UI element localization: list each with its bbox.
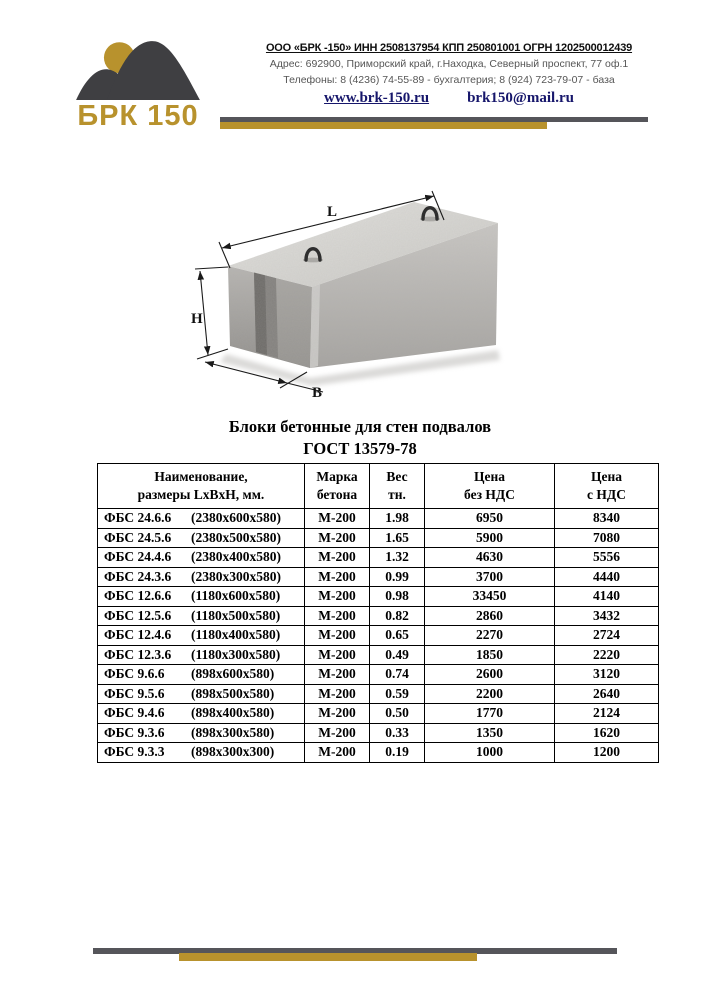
block-name: ФБС 9.6.6 — [104, 666, 165, 682]
block-name: ФБС 9.3.3 — [104, 744, 165, 760]
block-weight: 0.65 — [370, 626, 425, 646]
block-size: (898x400x580) — [191, 705, 275, 721]
block-name: ФБС 24.3.6 — [104, 568, 172, 584]
table-row — [98, 548, 659, 568]
block-name: ФБС 12.3.6 — [104, 646, 172, 662]
block-size: (2380x600x580) — [191, 510, 281, 526]
company-address: Адрес: 692900, Приморский край, г.Находка, Северный проспект, 77 оф.1 — [269, 58, 629, 70]
dimension-label-B: B — [312, 385, 323, 401]
col-header-name: Наименование, размеры LxВxН, мм. — [98, 464, 305, 509]
table-header-row — [98, 464, 659, 509]
price-with-vat: 4440 — [555, 567, 659, 587]
price-with-vat: 3432 — [555, 606, 659, 626]
block-weight: 0.98 — [370, 587, 425, 607]
block-size: (2380x500x580) — [191, 529, 281, 545]
table-row — [98, 606, 659, 626]
table-row — [98, 645, 659, 665]
price-no-vat: 1770 — [425, 704, 555, 724]
mountains-logo-icon — [75, 36, 201, 100]
block-size: (2380x300x580) — [191, 568, 281, 584]
title-line2-gost: ГОСТ 13579-78 — [303, 439, 417, 459]
block-name: ФБС 9.4.6 — [104, 705, 165, 721]
price-no-vat: 4630 — [425, 548, 555, 568]
price-no-vat: 3700 — [425, 567, 555, 587]
logo-wordmark: БРК 150 — [77, 100, 199, 132]
block-size: (898x300x580) — [191, 724, 275, 740]
col-header-price-vat: Цена с НДС — [555, 464, 659, 509]
website-link[interactable]: www.brk-150.ru — [324, 90, 430, 106]
document-title — [60, 416, 660, 461]
col-header-grade: Марка бетона — [305, 464, 370, 509]
block-size: (2380x400x580) — [191, 549, 281, 565]
block-name: ФБС 24.5.6 — [104, 529, 172, 545]
price-no-vat: 2860 — [425, 606, 555, 626]
block-name: ФБС 24.4.6 — [104, 549, 172, 565]
table-row — [98, 665, 659, 685]
price-with-vat: 2640 — [555, 684, 659, 704]
contact-links — [226, 90, 672, 107]
block-name: ФБС 24.6.6 — [104, 510, 172, 526]
table-row — [98, 587, 659, 607]
company-logo — [66, 36, 210, 133]
block-size: (898x300x300) — [191, 744, 275, 760]
block-size: (898x500x580) — [191, 685, 275, 701]
block-grade: М-200 — [305, 509, 370, 529]
header-divider-gold-bar — [220, 122, 547, 129]
block-weight: 0.74 — [370, 665, 425, 685]
block-grade: М-200 — [305, 684, 370, 704]
price-no-vat: 1850 — [425, 645, 555, 665]
block-grade: М-200 — [305, 606, 370, 626]
price-with-vat: 2220 — [555, 645, 659, 665]
block-weight: 0.99 — [370, 567, 425, 587]
table-row — [98, 723, 659, 743]
price-no-vat: 6950 — [425, 509, 555, 529]
block-name: ФБС 12.5.6 — [104, 607, 172, 623]
block-grade: М-200 — [305, 704, 370, 724]
dimension-label-L: L — [327, 204, 338, 220]
block-grade: М-200 — [305, 645, 370, 665]
price-no-vat: 2200 — [425, 684, 555, 704]
col-header-weight: Вес тн. — [370, 464, 425, 509]
fbs-block-diagram — [190, 190, 510, 405]
price-with-vat: 8340 — [555, 509, 659, 529]
col-header-price-no-vat: Цена без НДС — [425, 464, 555, 509]
company-header-info — [226, 42, 672, 107]
table-row — [98, 743, 659, 763]
table-row — [98, 567, 659, 587]
price-no-vat: 33450 — [425, 587, 555, 607]
block-grade: М-200 — [305, 548, 370, 568]
table-row — [98, 509, 659, 529]
block-weight: 1.98 — [370, 509, 425, 529]
block-grade: М-200 — [305, 626, 370, 646]
block-weight: 0.19 — [370, 743, 425, 763]
block-size: (1180x400x580) — [191, 627, 281, 643]
price-table-container — [97, 463, 659, 763]
block-size: (1180x600x580) — [191, 588, 281, 604]
block-weight: 0.59 — [370, 684, 425, 704]
block-grade: М-200 — [305, 743, 370, 763]
block-name: ФБС 9.3.6 — [104, 724, 165, 740]
email-link[interactable]: brk150@mail.ru — [467, 90, 574, 106]
price-with-vat: 1620 — [555, 723, 659, 743]
price-no-vat: 2600 — [425, 665, 555, 685]
block-weight: 0.50 — [370, 704, 425, 724]
block-size: (898x600x580) — [191, 666, 275, 682]
price-no-vat: 5900 — [425, 528, 555, 548]
company-phones: Телефоны: 8 (4236) 74-55-89 - бухгалтерия; 8 (924) 723-79-07 - база — [283, 74, 615, 86]
table-row — [98, 626, 659, 646]
price-with-vat: 5556 — [555, 548, 659, 568]
block-grade: М-200 — [305, 587, 370, 607]
block-name: ФБС 12.6.6 — [104, 588, 172, 604]
price-no-vat: 1000 — [425, 743, 555, 763]
block-weight: 1.65 — [370, 528, 425, 548]
block-name: ФБС 9.5.6 — [104, 685, 165, 701]
table-row — [98, 704, 659, 724]
company-requisites: ООО «БРК -150» ИНН 2508137954 КПП 250801001 ОГРН 1202500012439 — [265, 42, 633, 54]
title-line1: Блоки бетонные для стен подвалов — [228, 417, 492, 436]
price-table — [97, 463, 659, 763]
price-no-vat: 1350 — [425, 723, 555, 743]
price-with-vat: 2124 — [555, 704, 659, 724]
table-row — [98, 684, 659, 704]
block-grade: М-200 — [305, 665, 370, 685]
price-with-vat: 2724 — [555, 626, 659, 646]
concrete-block-photo — [190, 190, 510, 405]
table-row — [98, 528, 659, 548]
block-name: ФБС 12.4.6 — [104, 627, 172, 643]
dimension-label-H: H — [191, 311, 203, 327]
block-grade: М-200 — [305, 723, 370, 743]
price-no-vat: 2270 — [425, 626, 555, 646]
block-size: (1180x500x580) — [191, 607, 281, 623]
price-with-vat: 3120 — [555, 665, 659, 685]
block-weight: 0.49 — [370, 645, 425, 665]
block-grade: М-200 — [305, 528, 370, 548]
price-with-vat: 4140 — [555, 587, 659, 607]
block-weight: 1.32 — [370, 548, 425, 568]
price-with-vat: 1200 — [555, 743, 659, 763]
price-with-vat: 7080 — [555, 528, 659, 548]
footer-divider-gold-bar — [179, 953, 477, 961]
block-weight: 0.82 — [370, 606, 425, 626]
block-weight: 0.33 — [370, 723, 425, 743]
block-grade: М-200 — [305, 567, 370, 587]
block-size: (1180x300x580) — [191, 646, 281, 662]
